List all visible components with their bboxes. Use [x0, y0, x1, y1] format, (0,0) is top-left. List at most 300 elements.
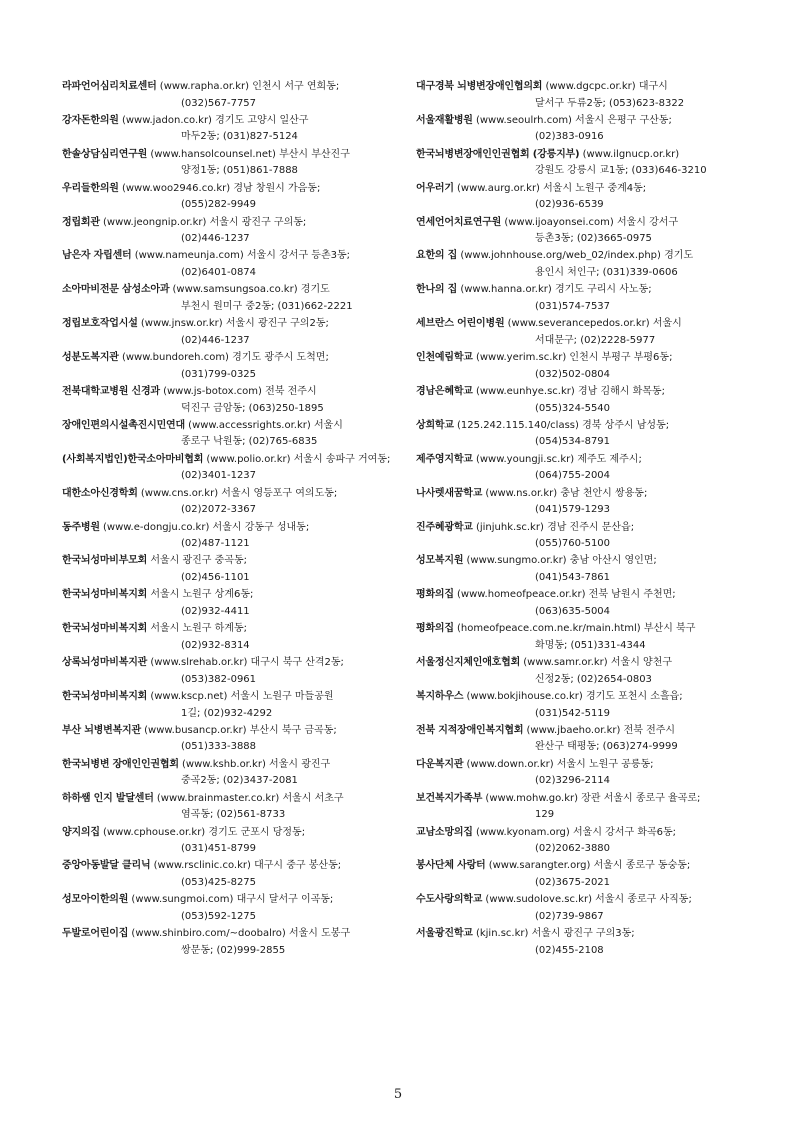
entry-contact-line: (02)936-6539: [535, 199, 604, 211]
entry-name: 한국뇌성마비복지회: [62, 623, 148, 635]
entry-address: 서울시 영등포구 여의도동;: [221, 487, 338, 499]
entry-url: (www.cphouse.or.kr): [103, 826, 206, 838]
entry-name: 부산 뇌병변복지관: [62, 724, 141, 736]
entry-first-line: [62, 655, 392, 672]
entry-first-line: [62, 723, 392, 740]
entry-first-line: [416, 113, 746, 130]
entry-first-line: [62, 520, 392, 537]
entry-contact-line: (02)739-9867: [535, 910, 604, 922]
entry-first-line: [416, 723, 746, 740]
entry-name: 한국뇌병변 장애인인권협회: [62, 758, 179, 770]
entry-url: (www.jadon.co.kr): [121, 114, 212, 126]
entry-url: (www.nameunja.com): [134, 250, 244, 262]
entry-url: (www.jbaeho.or.kr): [526, 724, 621, 736]
directory-entry: [416, 926, 746, 960]
entry-contact-line: (055)282-9949: [181, 199, 257, 211]
entry-first-line: [62, 825, 392, 842]
entry-first-line: [62, 858, 392, 875]
entry-address: 서울시 노원구 공릉동;: [556, 758, 654, 770]
entry-name: 한나의 집: [416, 284, 458, 296]
entry-address: 서울시 노원구 마들공원: [230, 691, 334, 703]
entry-address: 서울시 은평구 구산동;: [575, 114, 672, 126]
entry-name: 보건복지가족부: [416, 792, 483, 804]
entry-address: 서울시 강서구: [616, 216, 679, 228]
entry-address: 충남 아산시 영인면;: [569, 555, 657, 567]
directory-entry: [416, 621, 746, 655]
entry-name: 수도사랑의학교: [416, 894, 483, 906]
entry-name: 다운복지관: [416, 758, 464, 770]
entry-url: (www.js-botox.com): [163, 386, 262, 398]
entry-url: (www.dgcpc.or.kr): [545, 81, 636, 92]
entry-name: 두발로어린이집: [62, 928, 129, 940]
entry-contact-line: 양정1동; (051)861-7888: [181, 165, 298, 177]
entry-url: (www.shinbiro.com/~doobalro): [131, 928, 286, 940]
entry-address: 전북 전주시: [623, 724, 676, 736]
directory-entry: [62, 418, 392, 452]
entry-name: (사회복지법인)한국소아마비협회: [62, 453, 204, 465]
entry-contact-line: (02)383-0916: [535, 131, 604, 143]
entry-url: (www.ns.or.kr): [485, 487, 558, 499]
entry-address: 서울시 종로구 사직동;: [595, 894, 692, 906]
entry-url: (www.kyonam.org): [475, 826, 570, 838]
entry-first-line: [416, 926, 746, 943]
entry-url: (www.bundoreh.com): [121, 352, 229, 364]
entry-address: 경남 김해시 화목동;: [577, 386, 665, 398]
directory-entry: [62, 858, 392, 892]
entry-address: 경남 진주시 문산읍;: [547, 521, 635, 533]
entry-name: 강자돈한의원: [62, 114, 119, 126]
entry-name: 양지의집: [62, 826, 100, 838]
entry-contact-line: (02)2062-3880: [535, 843, 611, 855]
entry-url: (kjin.sc.kr): [475, 928, 529, 940]
entry-first-line: [416, 553, 746, 570]
entry-contact-line: (031)542-5119: [535, 707, 611, 719]
entry-name: 서울재활병원: [416, 114, 473, 126]
entry-name: 대구경북 뇌병변장애인협의회: [416, 81, 543, 92]
directory-entry: [62, 723, 392, 757]
entry-contact-line: 덕진구 금암동; (063)250-1895: [181, 402, 324, 414]
directory-entry: [62, 926, 392, 960]
entry-address: 대구시 달서구 이곡동;: [236, 894, 334, 906]
entry-address: 충남 천안시 쌍용동;: [560, 487, 648, 499]
entry-url: (www.down.or.kr): [466, 758, 554, 770]
entry-name: 상록뇌성마비복지관: [62, 657, 148, 669]
entry-first-line: [62, 892, 392, 909]
directory-entry: [62, 621, 392, 655]
entry-name: 봉사단체 사랑터: [416, 860, 486, 872]
entry-name: 어우러기: [416, 182, 454, 194]
entry-first-line: [416, 215, 746, 232]
entry-url: (www.sungmoi.com): [131, 894, 234, 906]
entry-address: 서울시 강서구 등촌3동;: [246, 250, 350, 262]
entry-name: 우리들한의원: [62, 182, 119, 194]
entry-first-line: [416, 147, 746, 164]
directory-entry: [416, 384, 746, 418]
entry-address: 경기도: [300, 284, 330, 296]
entry-address: 부산시 부산진구: [279, 148, 350, 160]
entry-contact-line: (053)382-0961: [181, 673, 257, 685]
entry-address: 인천시 서구 연희동;: [252, 81, 340, 92]
directory-entry: [416, 858, 746, 892]
entry-name: 라파언어심리치료센터: [62, 81, 157, 92]
entry-address: 인천시 부평구 부평6동;: [569, 352, 673, 364]
directory-entry: [416, 181, 746, 215]
entry-contact-line: (053)592-1275: [181, 910, 257, 922]
directory-entry: [62, 181, 392, 215]
directory-entry: [416, 587, 746, 621]
directory-entry: [62, 248, 392, 282]
entry-name: 정립회관: [62, 216, 100, 228]
entry-address: 서울시 서초구: [282, 792, 344, 804]
entry-url: (www.rsclinic.co.kr): [153, 860, 251, 872]
entry-url: (www.e-dongju.co.kr): [103, 521, 210, 533]
directory-entry: [416, 723, 746, 757]
entry-first-line: [62, 248, 392, 265]
entry-first-line: [416, 655, 746, 672]
entry-url: (jinjuhk.sc.kr): [475, 521, 544, 533]
entry-url: (125.242.115.140/class): [457, 419, 579, 431]
directory-entry: [62, 689, 392, 723]
entry-url: (www.hanna.or.kr): [460, 284, 552, 296]
entry-name: 소아마비전문 삼성소아과: [62, 284, 170, 296]
entry-url: (www.jnsw.or.kr): [140, 318, 223, 330]
entry-address: 경기도 군포시 당정동;: [208, 826, 306, 838]
entry-name: 제주영지학교: [416, 453, 473, 465]
entry-url: (www.sungmo.or.kr): [466, 555, 567, 567]
entry-first-line: [416, 858, 746, 875]
entry-name: 한솔상담심리연구원: [62, 148, 148, 160]
entry-address: 서울시 노원구 하계동;: [150, 623, 247, 635]
directory-entry: [62, 350, 392, 384]
entry-url: (www.jeongnip.or.kr): [103, 216, 207, 228]
entry-address: 경기도 고양시 일산구: [215, 114, 309, 126]
entry-address: 서울시 송파구 거여동;: [293, 453, 391, 465]
directory-entry: [62, 384, 392, 418]
entry-first-line: [416, 689, 746, 706]
directory-entry: [416, 757, 746, 791]
entry-contact-line: 쌍문동; (02)999-2855: [181, 944, 286, 956]
entry-contact-line: (032)502-0804: [535, 368, 611, 380]
entry-contact-line: (041)579-1293: [535, 504, 611, 516]
directory-entry: [62, 655, 392, 689]
entry-url: (www.severancepedos.or.kr): [507, 318, 650, 330]
entry-name: 복지하우스: [416, 691, 464, 703]
directory-entry: [62, 587, 392, 621]
entry-contact-line: (02)446-1237: [181, 233, 250, 245]
entry-contact-line: (041)543-7861: [535, 571, 611, 583]
entry-contact-line: 중곡2동; (02)3437-2081: [181, 775, 298, 787]
entry-url: (www.homeofpeace.or.kr): [457, 589, 586, 601]
entry-url: (www.samr.or.kr): [523, 657, 608, 669]
entry-name: 전북 지적장애인복지협회: [416, 724, 524, 736]
directory-entry: [416, 248, 746, 282]
entry-url: (www.polio.or.kr): [206, 453, 291, 465]
entry-name: 장애인편의시설촉진시민연대: [62, 419, 185, 431]
entry-name: 인천예림학교: [416, 352, 473, 364]
entry-name: 경남은혜학교: [416, 386, 473, 398]
entry-url: (www.sarangter.org): [488, 860, 591, 872]
directory-entry: [416, 825, 746, 859]
entry-first-line: [62, 147, 392, 164]
entry-contact-line: (02)3296-2114: [535, 775, 611, 787]
entry-first-line: [416, 892, 746, 909]
entry-name: 중앙아동발달 클리닉: [62, 860, 151, 872]
entry-contact-line: (055)324-5540: [535, 402, 611, 414]
entry-first-line: [62, 79, 392, 96]
directory-entry: [62, 282, 392, 316]
entry-url: (www.accessrights.or.kr): [188, 419, 311, 431]
entry-first-line: [62, 113, 392, 130]
entry-url: (www.seoulrh.com): [475, 114, 572, 126]
entry-url: (www.cns.or.kr): [140, 487, 219, 499]
entry-address: 서울시 양천구: [610, 657, 673, 669]
entry-address: 경기도: [664, 250, 694, 262]
entry-contact-line: 129: [535, 809, 555, 821]
entry-contact-line: (051)333-3888: [181, 741, 257, 753]
entry-contact-line: 화명동; (051)331-4344: [535, 639, 646, 651]
entry-address: 서울시 광진구 구의2동;: [225, 318, 329, 330]
entry-contact-line: (031)451-8799: [181, 843, 257, 855]
directory-entry: [62, 486, 392, 520]
entry-address: 서울시: [313, 419, 343, 431]
entry-address: 서울시 노원구 상계6동;: [150, 589, 254, 601]
entry-contact-line: 등촌3동; (02)3665-0975: [535, 233, 652, 245]
entry-first-line: [62, 350, 392, 367]
entry-name: 동주병원: [62, 521, 100, 533]
directory-entry: [416, 452, 746, 486]
directory-entry: [416, 147, 746, 181]
entry-contact-line: (02)6401-0874: [181, 266, 257, 278]
directory-entry: [416, 520, 746, 554]
entry-first-line: [416, 248, 746, 265]
entry-contact-line: (02)446-1237: [181, 334, 250, 346]
entry-contact-line: (02)932-4411: [181, 605, 250, 617]
left-column: [62, 79, 392, 960]
entry-contact-line: 염곡동; (02)561-8733: [181, 809, 286, 821]
entry-first-line: [416, 384, 746, 401]
entry-address: 서울시 강동구 성내동;: [212, 521, 310, 533]
entry-contact-line: (02)455-2108: [535, 944, 604, 956]
entry-first-line: [62, 282, 392, 299]
right-column: [416, 79, 746, 960]
directory-entry: [416, 892, 746, 926]
directory-entry: [416, 215, 746, 249]
directory-entry: [62, 825, 392, 859]
entry-name: 서울광진학교: [416, 928, 473, 940]
entry-name: 하하쌤 인지 발달센터: [62, 792, 154, 804]
directory-entry: [62, 147, 392, 181]
entry-contact-line: (02)456-1101: [181, 571, 250, 583]
entry-first-line: [62, 418, 392, 435]
directory-entry: [416, 553, 746, 587]
entry-name: 성모복지원: [416, 555, 464, 567]
entry-url: (www.slrehab.or.kr): [150, 657, 248, 669]
entry-contact-line: (02)932-8314: [181, 639, 250, 651]
directory-entry: [416, 655, 746, 689]
entry-address: 서울시 종로구 동숭동;: [593, 860, 691, 872]
entry-url: (homeofpeace.com.ne.kr/main.html): [457, 623, 641, 635]
entry-url: (www.rapha.or.kr): [159, 81, 250, 92]
entry-contact-line: (053)425-8275: [181, 876, 257, 888]
directory-entry: [62, 553, 392, 587]
entry-first-line: [416, 486, 746, 503]
entry-first-line: [62, 316, 392, 333]
entry-url: (www.johnhouse.org/web_02/index.php): [460, 250, 661, 262]
entry-name: 요한의 집: [416, 250, 458, 262]
entry-address: 부산시 북구 금곡동;: [249, 724, 337, 736]
entry-first-line: [62, 757, 392, 774]
entry-address: 서울시 도봉구: [288, 928, 351, 940]
entry-name: 남은자 자립센터: [62, 250, 132, 262]
directory-entry: [62, 316, 392, 350]
entry-first-line: [416, 452, 746, 469]
directory-entry: [416, 79, 746, 113]
entry-first-line: [416, 79, 746, 96]
entry-first-line: [62, 452, 392, 469]
entry-address: 경기도 구리시 사노동;: [554, 284, 652, 296]
entry-contact-line: 부천시 원미구 중2동; (031)662-2221: [181, 300, 353, 312]
entry-contact-line: 1길; (02)932-4292: [181, 707, 273, 719]
entry-url: (www.kscp.net): [150, 691, 228, 703]
entry-url: (www.kshb.or.kr): [182, 758, 266, 770]
entry-address: 부산시 북구: [643, 623, 696, 635]
entry-name: 연세언어치료연구원: [416, 216, 502, 228]
entry-address: 전북 남원시 주천면;: [588, 589, 676, 601]
entry-first-line: [416, 621, 746, 638]
entry-first-line: [62, 791, 392, 808]
entry-address: 서울시 강서구 화곡6동;: [573, 826, 677, 838]
entry-contact-line: 달서구 두류2동; (053)623-8322: [535, 97, 685, 109]
entry-address: 경기도 광주시 도척면;: [232, 352, 329, 364]
directory-entry: [416, 791, 746, 825]
entry-address: 전북 전주시: [265, 386, 317, 398]
entry-url: (www.youngji.sc.kr): [475, 453, 575, 465]
directory-entry: [416, 418, 746, 452]
entry-address: 서울시: [652, 318, 682, 330]
entry-contact-line: 완산구 태평동; (063)274-9999: [535, 741, 678, 753]
entry-contact-line: 신정2동; (02)2654-0803: [535, 673, 652, 685]
directory-entry: [416, 113, 746, 147]
entry-name: 한국뇌성마비복지회: [62, 589, 148, 601]
entry-first-line: [416, 757, 746, 774]
entry-first-line: [62, 181, 392, 198]
entry-url: (www.ijoayonsei.com): [504, 216, 614, 228]
entry-contact-line: 서대문구; (02)2228-5977: [535, 334, 656, 346]
entry-url: (www.yerim.sc.kr): [475, 352, 567, 364]
entry-address: 서울시 광진구 구의동;: [209, 216, 307, 228]
entry-address: 경북 상주시 남성동;: [582, 419, 670, 431]
entry-contact-line: (032)567-7757: [181, 97, 257, 109]
directory-entry: [62, 452, 392, 486]
entry-url: (www.aurg.or.kr): [457, 182, 540, 194]
entry-name: 한국뇌성마비복지회: [62, 691, 148, 703]
directory-entry: [62, 215, 392, 249]
entry-contact-line: (055)760-5100: [535, 538, 611, 550]
entry-name: 한국뇌병변장애인인권협회 (강릉지부): [416, 148, 580, 160]
directory-entry: [62, 892, 392, 926]
entry-name: 평화의집: [416, 589, 454, 601]
entry-address: 대구시: [638, 81, 668, 92]
entry-contact-line: (031)574-7537: [535, 300, 611, 312]
entry-url: (www.samsungsoa.co.kr): [172, 284, 298, 296]
entry-name: 전북대학교병원 신경과: [62, 386, 160, 398]
entry-name: 한국뇌성마비부모회: [62, 555, 148, 567]
directory-entry: [62, 791, 392, 825]
page-number: 5: [393, 1087, 403, 1102]
entry-address: 서울시 광진구 구의3동;: [531, 928, 635, 940]
entry-address: 경기도 포천시 소흘읍;: [585, 691, 683, 703]
entry-url: (www.bokjihouse.co.kr): [466, 691, 583, 703]
directory-entry: [416, 689, 746, 723]
entry-first-line: [62, 384, 392, 401]
entry-name: 상희학교: [416, 419, 454, 431]
entry-name: 서울정신지체인애호협회: [416, 657, 521, 669]
directory-entry: [416, 350, 746, 384]
entry-name: 교남소망의집: [416, 826, 473, 838]
entry-contact-line: (02)487-1121: [181, 538, 250, 550]
directory-entry: [416, 486, 746, 520]
directory-entry: [62, 757, 392, 791]
entry-address: 서울시 광진구 중곡동;: [150, 555, 247, 567]
entry-url: (www.hansolcounsel.net): [150, 148, 276, 160]
entry-contact-line: 강원도 강릉시 교1동; (033)646-3210: [535, 165, 707, 177]
entry-name: 나사렛새꿈학교: [416, 487, 483, 499]
entry-contact-line: (063)635-5004: [535, 605, 611, 617]
directory-entry: [416, 282, 746, 316]
entry-first-line: [62, 926, 392, 943]
entry-address: 서울시 광진구: [269, 758, 331, 770]
entry-name: 성분도복지관: [62, 352, 119, 364]
entry-first-line: [62, 486, 392, 503]
entry-url: (www.brainmaster.co.kr): [156, 792, 280, 804]
entry-name: 세브란스 어린이병원: [416, 318, 505, 330]
entry-contact-line: (02)3401-1237: [181, 470, 257, 482]
entry-address: 경남 창원시 가음동;: [233, 182, 321, 194]
entry-url: (www.eunhye.sc.kr): [475, 386, 575, 398]
entry-first-line: [416, 587, 746, 604]
entry-first-line: [416, 825, 746, 842]
entry-url: (www.woo2946.co.kr): [121, 182, 231, 194]
directory-entry: [62, 113, 392, 147]
entry-contact-line: (02)3675-2021: [535, 876, 611, 888]
entry-first-line: [416, 418, 746, 435]
entry-contact-line: (031)799-0325: [181, 368, 257, 380]
entry-contact-line: 마두2동; (031)827-5124: [181, 131, 298, 143]
entry-url: (www.busancp.or.kr): [144, 724, 247, 736]
entry-first-line: [416, 282, 746, 299]
directory-entry: [416, 316, 746, 350]
directory-entry: [62, 520, 392, 554]
entry-address: 제주도 제주시;: [577, 453, 642, 465]
entry-first-line: [416, 791, 746, 808]
entry-address: 서울시 노원구 중계4동;: [543, 182, 647, 194]
directory-entry: [62, 79, 392, 113]
entry-contact-line: 용인시 처인구; (031)339-0606: [535, 266, 678, 278]
entry-first-line: [62, 215, 392, 232]
entry-contact-line: 종로구 낙원동; (02)765-6835: [181, 436, 318, 448]
entry-first-line: [62, 587, 392, 604]
entry-url: (www.sudolove.sc.kr): [485, 894, 592, 906]
entry-address: 대구시 북구 산격2동;: [250, 657, 344, 669]
entry-first-line: [62, 621, 392, 638]
entry-url: (www.mohw.go.kr): [485, 792, 579, 804]
entry-first-line: [62, 553, 392, 570]
entry-address: 대구시 중구 봉산동;: [254, 860, 342, 872]
entry-first-line: [416, 350, 746, 367]
entry-contact-line: (02)2072-3367: [181, 504, 257, 516]
entry-first-line: [416, 520, 746, 537]
entry-address: 장관 서울시 종로구 율곡로;: [581, 792, 701, 804]
